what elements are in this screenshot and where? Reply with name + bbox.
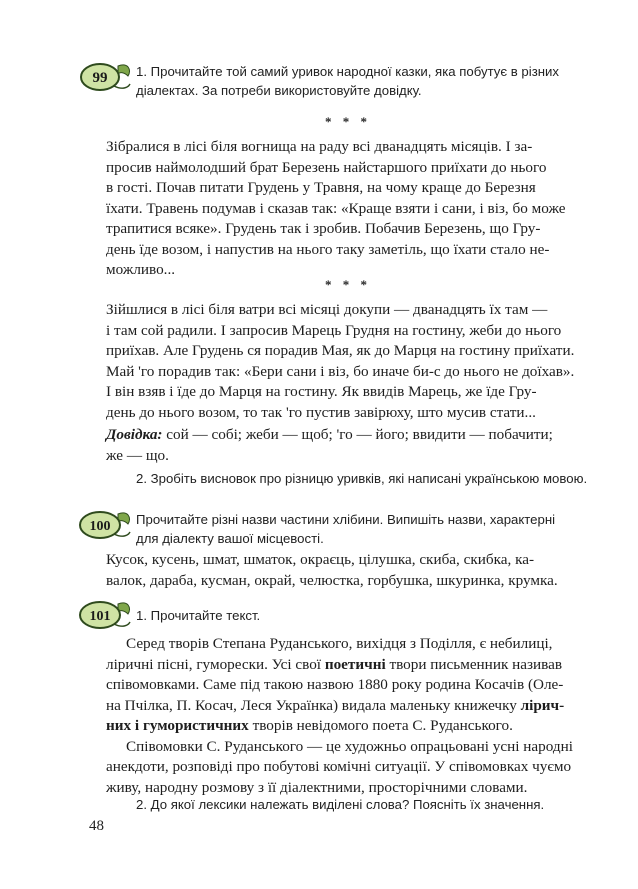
excerpt-2-line: І він взяв і їде до Марця на гостину. Як ввидів Марець, же їде Гру- <box>106 383 537 400</box>
task-99-line-2: діалектах. За потреби використовуйте довідку. <box>136 83 422 98</box>
rudanskyi-text <box>106 634 582 798</box>
exercise-number-badge <box>78 508 132 542</box>
text-101-line: співомовками. Саме під такою назвою 1880 року родина Косачів (Оле- <box>106 676 564 693</box>
text-101-fragment: твори письменник називав <box>385 655 562 673</box>
leaf-badge-icon <box>78 60 132 94</box>
excerpt-1-line: в гості. Почав питати Грудень у Травня, на чому краще до Березня <box>106 179 536 196</box>
page-number: 48 <box>89 818 104 834</box>
leaf-badge-icon <box>78 598 132 632</box>
task-101-header <box>78 598 598 634</box>
reference-line-2: же — що. <box>106 446 169 464</box>
task-101-subtask-2: 2. До якої лексики належать виділені слова? Поясніть їх значення. <box>136 797 545 812</box>
excerpt-1-line: Зібралися в лісі біля вогнища на раду всі дванадцять місяців. І за- <box>106 138 533 155</box>
excerpt-1-line: їхати. Травень подумав і сказав так: «Краще взяти і сани, і віз, бо може <box>106 199 566 217</box>
text-101-line: живу, народну розмову з її діалектними, просторічними словами. <box>106 778 528 796</box>
task-99-header <box>78 60 598 100</box>
words-line: валок, дараба, кусман, окрай, челюстка, горбушка, шкуринка, крумка. <box>106 571 558 589</box>
task-101-line-1: 1. Прочитайте текст. <box>136 608 261 623</box>
text-101-line: Співомовки С. Руданського — це художньо опрацьовані усні народні <box>126 737 573 755</box>
leaf-badge-icon <box>78 508 132 542</box>
highlighted-word: гумористичних <box>142 717 249 734</box>
bread-words-list <box>106 550 582 591</box>
excerpt-literary <box>106 137 582 281</box>
excerpt-1-line: день їде возом, і напустив на нього таку заметіль, що їхати стало не- <box>106 240 550 258</box>
excerpt-1-line: трапитися всяке». Грудень так і зробив. Побачив Березень, що Гру- <box>106 220 541 237</box>
text-101-fragment: і <box>131 717 143 734</box>
task-100-line-1: Прочитайте різні назви частини хлібини. Випишіть назви, характерні <box>136 512 556 527</box>
reference-line-1: сой — собі; жеби — щоб; 'го — його; ввидити — побачити; <box>162 426 553 443</box>
badge-number: 99 <box>92 70 108 86</box>
excerpt-2-line: Зійшлися в лісі біля ватри всі місяці докупи — дванадцять їх там — <box>106 301 548 318</box>
text-101-line: анекдоти, розповіді про побутові комічні ситуації. У співомовках чуємо <box>106 758 572 775</box>
excerpt-2-line: приїхав. Але Грудень ся порадив Мая, як до Марця на гостину приїхати. <box>106 342 575 359</box>
badge-number: 101 <box>89 609 111 624</box>
excerpt-1-line: просив наймолодший брат Березень найстаршого приїхати до нього <box>106 158 547 176</box>
excerpt-2-line: і там сой радили. І запросив Марець Грудня на гостину, жеби до нього <box>106 321 562 339</box>
excerpt-1-line: можливо... <box>106 261 176 278</box>
section-divider-stars: * * * <box>325 114 371 129</box>
text-101-fragment: творів невідомого поета С. Руданського. <box>248 717 513 734</box>
words-line: Кусок, кусень, шмат, шматок, окраєць, цілушка, скиба, скибка, ка- <box>106 551 535 568</box>
reference-label: Довідка: <box>106 426 163 443</box>
section-divider-stars: * * * <box>325 277 371 292</box>
reference-note <box>106 425 582 466</box>
task-99-line-1: 1. Прочитайте той самий уривок народної казки, яка побутує в різних <box>136 64 559 79</box>
task-100-line-2: для діалекту вашої місцевості. <box>136 531 324 546</box>
highlighted-word: них <box>106 717 132 734</box>
text-101-fragment: ліричні пісні, гуморески. Усі свої <box>106 655 325 673</box>
excerpt-2-line: Май 'го порадив так: «Бери сани і віз, бо иначе би-с до нього не доїхав». <box>106 362 575 380</box>
text-101-line: Серед творів Степана Руданського, вихідця з Поділля, є небилиці, <box>126 635 553 652</box>
exercise-number-badge <box>78 60 132 94</box>
task-100-header <box>78 508 598 548</box>
exercise-number-badge <box>78 598 132 632</box>
highlighted-word: поетичні <box>324 655 386 673</box>
task-99-subtask-2: 2. Зробіть висновок про різницю уривків, які написані українською мовою. <box>136 471 588 486</box>
text-101-fragment: на Пчілка, П. Косач, Леся Українка) видала маленьку книжечку <box>106 696 521 714</box>
excerpt-2-line: день до нього возом, то так 'го пустив завірюху, што мусив стати... <box>106 403 536 421</box>
highlighted-word: лірич- <box>520 696 565 714</box>
badge-number: 100 <box>89 519 111 534</box>
excerpt-dialect <box>106 300 582 423</box>
